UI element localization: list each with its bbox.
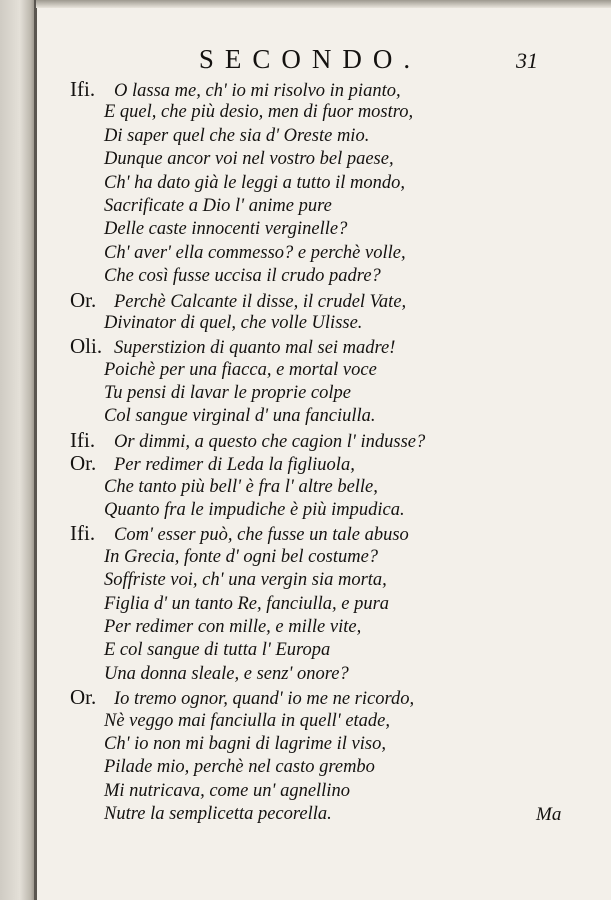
verse-line: [70, 289, 590, 312]
verse-text: Di saper quel che sia d' Oreste mio.: [104, 125, 370, 146]
verse-line: [70, 733, 590, 756]
verse-line: [70, 405, 590, 428]
verse-text: Io tremo ognor, quand' io me ne ricordo,: [114, 689, 415, 710]
verse-line: [70, 780, 590, 803]
verse-line: [70, 616, 590, 639]
verse-text: Figlia d' un tanto Re, fanciulla, e pura: [104, 593, 390, 614]
verse-text: Perchè Calcante il disse, il crudel Vate,: [114, 291, 407, 312]
verse-line: [70, 148, 590, 171]
verse-text: Sacrificate a Dio l' anime pure: [104, 195, 332, 216]
verse-line: [70, 569, 590, 592]
verse-text: In Grecia, fonte d' ogni bel costume?: [104, 546, 379, 567]
verse-line: [70, 172, 590, 195]
verse-line: [70, 663, 590, 686]
verse-text: Soffriste voi, ch' una vergin sia morta,: [104, 570, 387, 591]
speaker-label: Oli.: [70, 334, 103, 359]
verse-text: Per redimer con mille, e mille vite,: [104, 616, 362, 637]
verse-text: Ch' io non mi bagni di lagrime il viso,: [104, 733, 386, 754]
verse-text: Ch' aver' ella commesso? e perchè volle,: [104, 242, 406, 263]
verse-text: Una donna sleale, e senz' onore?: [104, 663, 349, 684]
speaker-label: Ifi.: [70, 427, 96, 452]
verse-line: [70, 242, 590, 265]
verse-line: [70, 312, 590, 335]
verse-text: E col sangue di tutta l' Europa: [104, 640, 331, 661]
verse-line: [70, 218, 590, 241]
gutter-fold: [34, 0, 37, 900]
verse-line: [70, 125, 590, 148]
verse-text: E quel, che più desio, men di fuor mostro,: [104, 102, 414, 123]
verse-block: [70, 78, 590, 827]
running-head: SECONDO.: [198, 44, 422, 74]
verse-line: [70, 78, 590, 101]
verse-line: [70, 452, 590, 475]
verse-line: [70, 476, 590, 499]
verse-line: [70, 546, 590, 569]
verse-text: Tu pensi di lavar le proprie colpe: [104, 383, 351, 404]
speaker-label: Or.: [70, 451, 97, 476]
verse-text: Pilade mio, perchè nel casto grembo: [104, 757, 375, 778]
verse-text: Che così fusse uccisa il crudo padre?: [104, 266, 381, 287]
verse-text: Superstizion di quanto mal sei madre!: [114, 338, 396, 359]
verse-text: Per redimer di Leda la figliuola,: [114, 455, 355, 476]
verse-line: [70, 195, 590, 218]
speaker-label: Or.: [70, 287, 97, 312]
verse-text: Quanto fra le impudiche è più impudica.: [104, 500, 405, 521]
verse-line: [70, 359, 590, 382]
verse-line: [70, 101, 590, 124]
verse-line: [70, 710, 590, 733]
verse-text: Ch' ha dato già le leggi a tutto il mondo,: [104, 172, 405, 193]
verse-line: [70, 522, 590, 545]
book-gutter: [0, 0, 36, 900]
verse-text: Che tanto più bell' è fra l' altre belle,: [104, 476, 378, 497]
catchword: Ma: [536, 804, 562, 825]
verse-line: [70, 803, 590, 826]
verse-line: [70, 335, 590, 358]
verse-text: Col sangue virginal d' una fanciulla.: [104, 406, 376, 427]
verse-line: [70, 265, 590, 288]
verse-text: Nutre la semplicetta pecorella.: [104, 804, 332, 825]
verse-text: Poichè per una fiacca, e mortal voce: [104, 359, 377, 380]
verse-line: [70, 429, 590, 452]
speaker-label: Ifi.: [70, 77, 96, 101]
verse-text: Or dimmi, a questo che cagion l' indusse?: [114, 431, 426, 452]
verse-text: Delle caste innocenti verginelle?: [104, 219, 348, 240]
verse-text: Dunque ancor voi nel vostro bel paese,: [104, 149, 394, 170]
verse-line: [70, 593, 590, 616]
verse-line: [70, 686, 590, 709]
verse-text: Nè veggo mai fanciulla in quell' etade,: [104, 710, 391, 731]
speaker-label: Ifi.: [70, 521, 96, 546]
speaker-label: Or.: [70, 685, 97, 710]
verse-line: [70, 499, 590, 522]
verse-line: [70, 382, 590, 405]
page-top-edge: [36, 0, 611, 8]
verse-text: O lassa me, ch' io mi risolvo in pianto,: [114, 81, 401, 101]
verse-text: Com' esser può, che fusse un tale abuso: [114, 525, 409, 546]
verse-line: [70, 756, 590, 779]
verse-line: [70, 639, 590, 662]
page-number: 31: [516, 48, 538, 73]
verse-text: Divinator di quel, che volle Ulisse.: [104, 312, 363, 333]
verse-text: Mi nutricava, come un' agnellino: [104, 780, 350, 801]
